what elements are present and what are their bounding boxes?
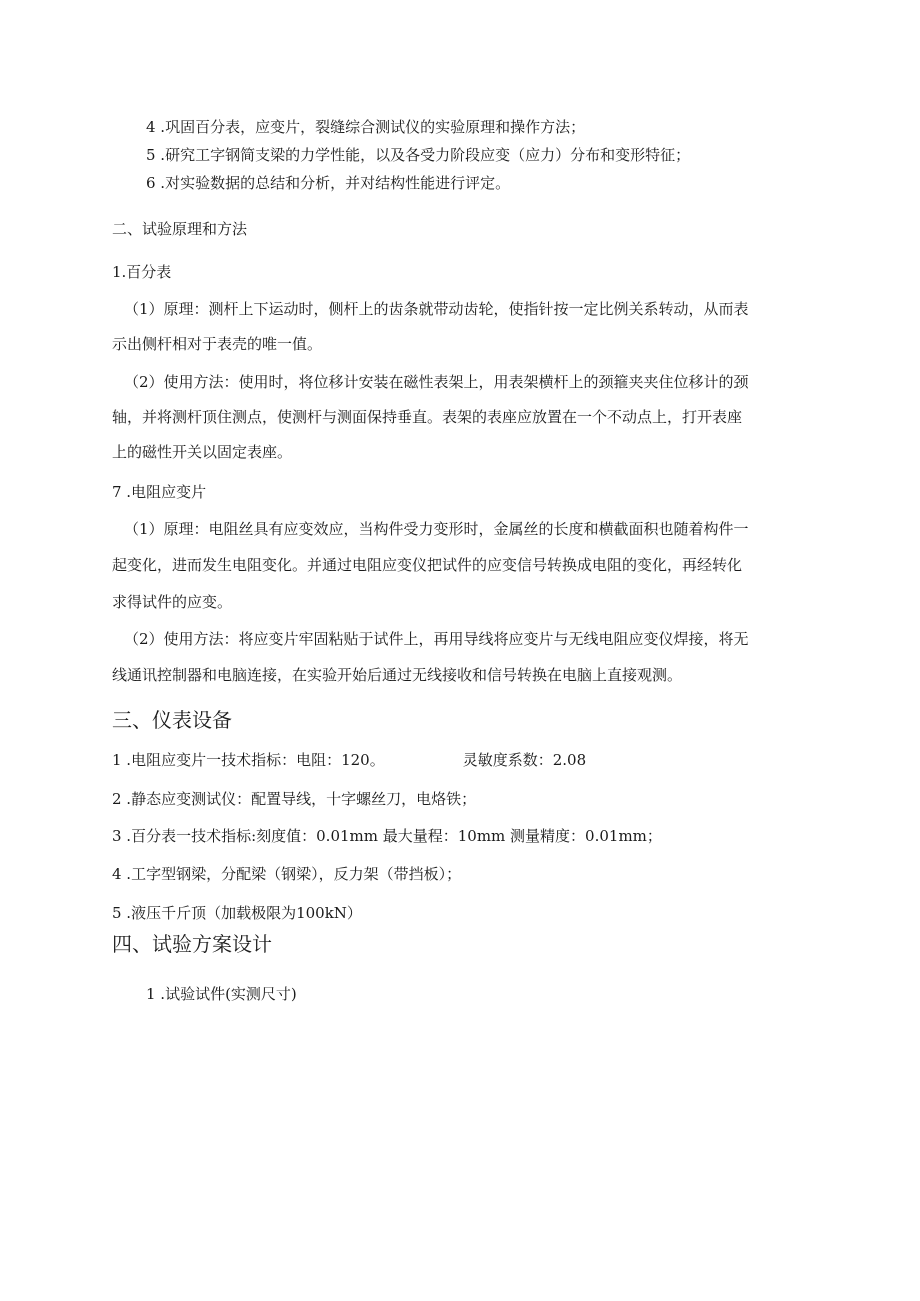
equipment-item-1-sensitivity: 灵敏度系数：2.08 (462, 751, 587, 769)
equipment-item-4: 4 .工字型钢梁，分配梁（钢梁），反力架（带挡板）； (112, 865, 462, 883)
equipment-item-2: 2 .静态应变测试仪：配置导线，十字螺丝刀，电烙铁； (112, 790, 477, 808)
objective-item-5: 5 .研究工字钢简支梁的力学性能，以及各受力阶段应变（应力）分布和变形特征； (146, 146, 691, 164)
equipment-item-3: 3 .百分表一技术指标:刻度值：0.01mm 最大量程：10mm 测量精度：0.01mm； (112, 827, 662, 845)
strain-gauge-usage-line-2: 线通讯控制器和电脑连接，在实验开始后通过无线接收和信号转换在电脑上直接观测。 (112, 666, 683, 684)
strain-gauge-usage-line-1: （2）使用方法：将应变片牢固粘贴于试件上，再用导线将应变片与无线电阻应变仪焊接，将无 (124, 630, 749, 648)
dial-gauge-usage-line-3: 上的磁性开关以固定表座。 (112, 443, 293, 461)
objective-item-6: 6 .对实验数据的总结和分析，并对结构性能进行评定。 (146, 174, 511, 192)
dial-gauge-usage-line-1: （2）使用方法：使用时，将位移计安装在磁性表架上，用表架横杆上的颈箍夹夹住位移计的颈 (124, 373, 749, 391)
strain-gauge-principle-line-2: 起变化，进而发生电阻变化。并通过电阻应变仪把试件的应变信号转换成电阻的变化，再经转化 (112, 556, 743, 574)
strain-gauge-principle-line-1: （1）原理：电阻丝具有应变效应，当构件受力变形时，金属丝的长度和横截面积也随着构件一 (124, 520, 749, 538)
strain-gauge-principle-line-3: 求得试件的应变。 (112, 593, 233, 611)
equipment-item-1-spec: 1 .电阻应变片一技术指标：电阻：120。 (112, 751, 385, 769)
equipment-item-1 (112, 750, 586, 770)
section4-heading: 四、试验方案设计 (112, 932, 272, 956)
dial-gauge-principle-line-1: （1）原理：测杆上下运动时，侧杆上的齿条就带动齿轮，使指针按一定比例关系转动，从而表 (124, 300, 749, 318)
section3-heading: 三、仪表设备 (112, 708, 232, 732)
objective-item-4: 4 .巩固百分表，应变片，裂缝综合测试仪的实验原理和操作方法； (146, 118, 586, 136)
dial-gauge-heading: 1.百分表 (112, 263, 172, 281)
equipment-item-5: 5 .液压千斤顶（加载极限为100kN） (112, 904, 362, 922)
dial-gauge-principle-line-2: 示出侧杆相对于表壳的唯一值。 (112, 335, 323, 353)
test-specimen-item: 1 .试验试件(实测尺寸) (146, 985, 297, 1003)
section2-heading: 二、试验原理和方法 (112, 220, 248, 238)
strain-gauge-heading: 7 .电阻应变片 (112, 483, 207, 501)
dial-gauge-usage-line-2: 轴，并将测杆顶住测点，使测杆与测面保持垂直。表架的表座应放置在一个不动点上，打开表座 (112, 408, 743, 426)
